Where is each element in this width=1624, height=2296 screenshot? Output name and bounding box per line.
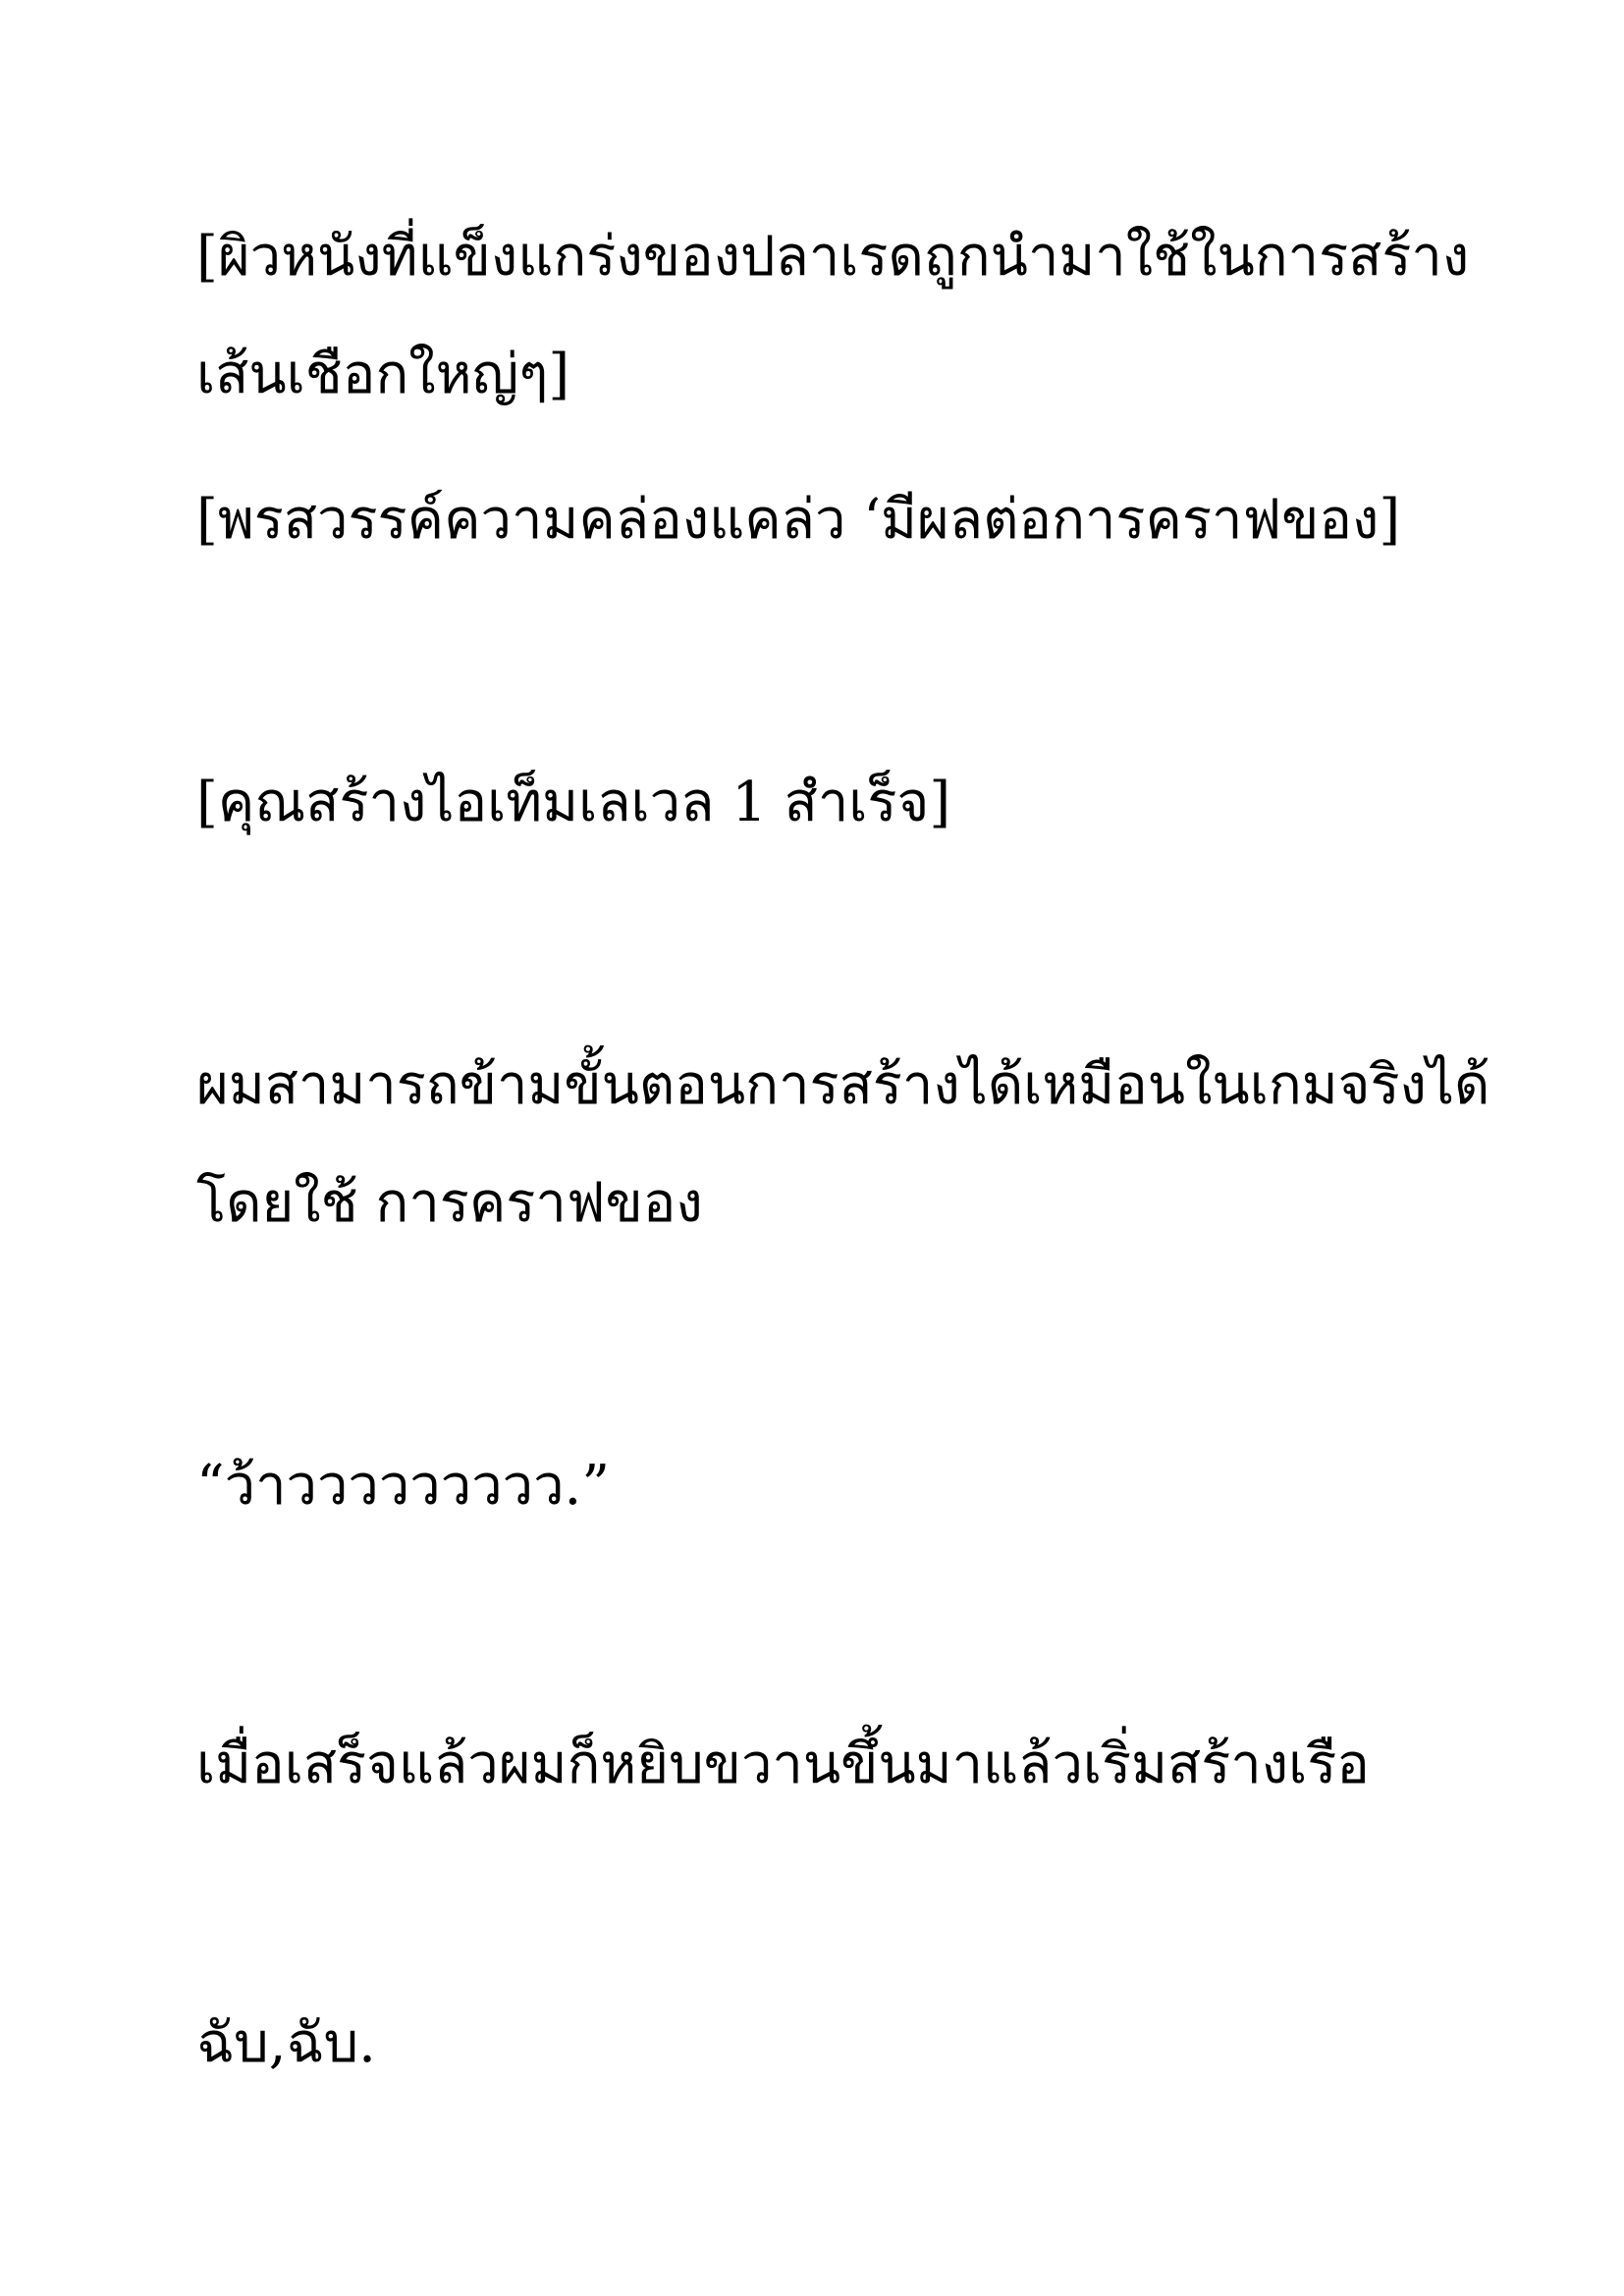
text-line: เมื่อเสร็จแล้วผมก็หยิบขวานขึ้นมาแล้วเริ่มสร้างเรือ xyxy=(196,1733,1370,1796)
text-line: “ว้าววววววววว.” xyxy=(196,1454,610,1518)
text-line: [พรสวรรค์ความคล่องแคล่ว ‘มีผลต่อการคราฟของ] xyxy=(196,488,1401,552)
text-line: โดยใช้ การคราฟของ xyxy=(196,1171,703,1235)
text-line: เส้นเชือกใหญ่ๆ] xyxy=(196,343,570,406)
text-line: ผมสามารถข้ามขั้นตอนการสร้างได้เหมือนในเกมจริงได้ xyxy=(196,1053,1490,1117)
text-line: [คุณสร้างไอเท็มเลเวล 1 สำเร็จ] xyxy=(196,771,951,834)
text-line: ฉับ,ฉับ. xyxy=(196,2011,376,2075)
text-line: [ผิวหนังที่แข็งแกร่งของปลาเรดถูกนำมาใช้ในการสร้าง xyxy=(196,225,1470,289)
